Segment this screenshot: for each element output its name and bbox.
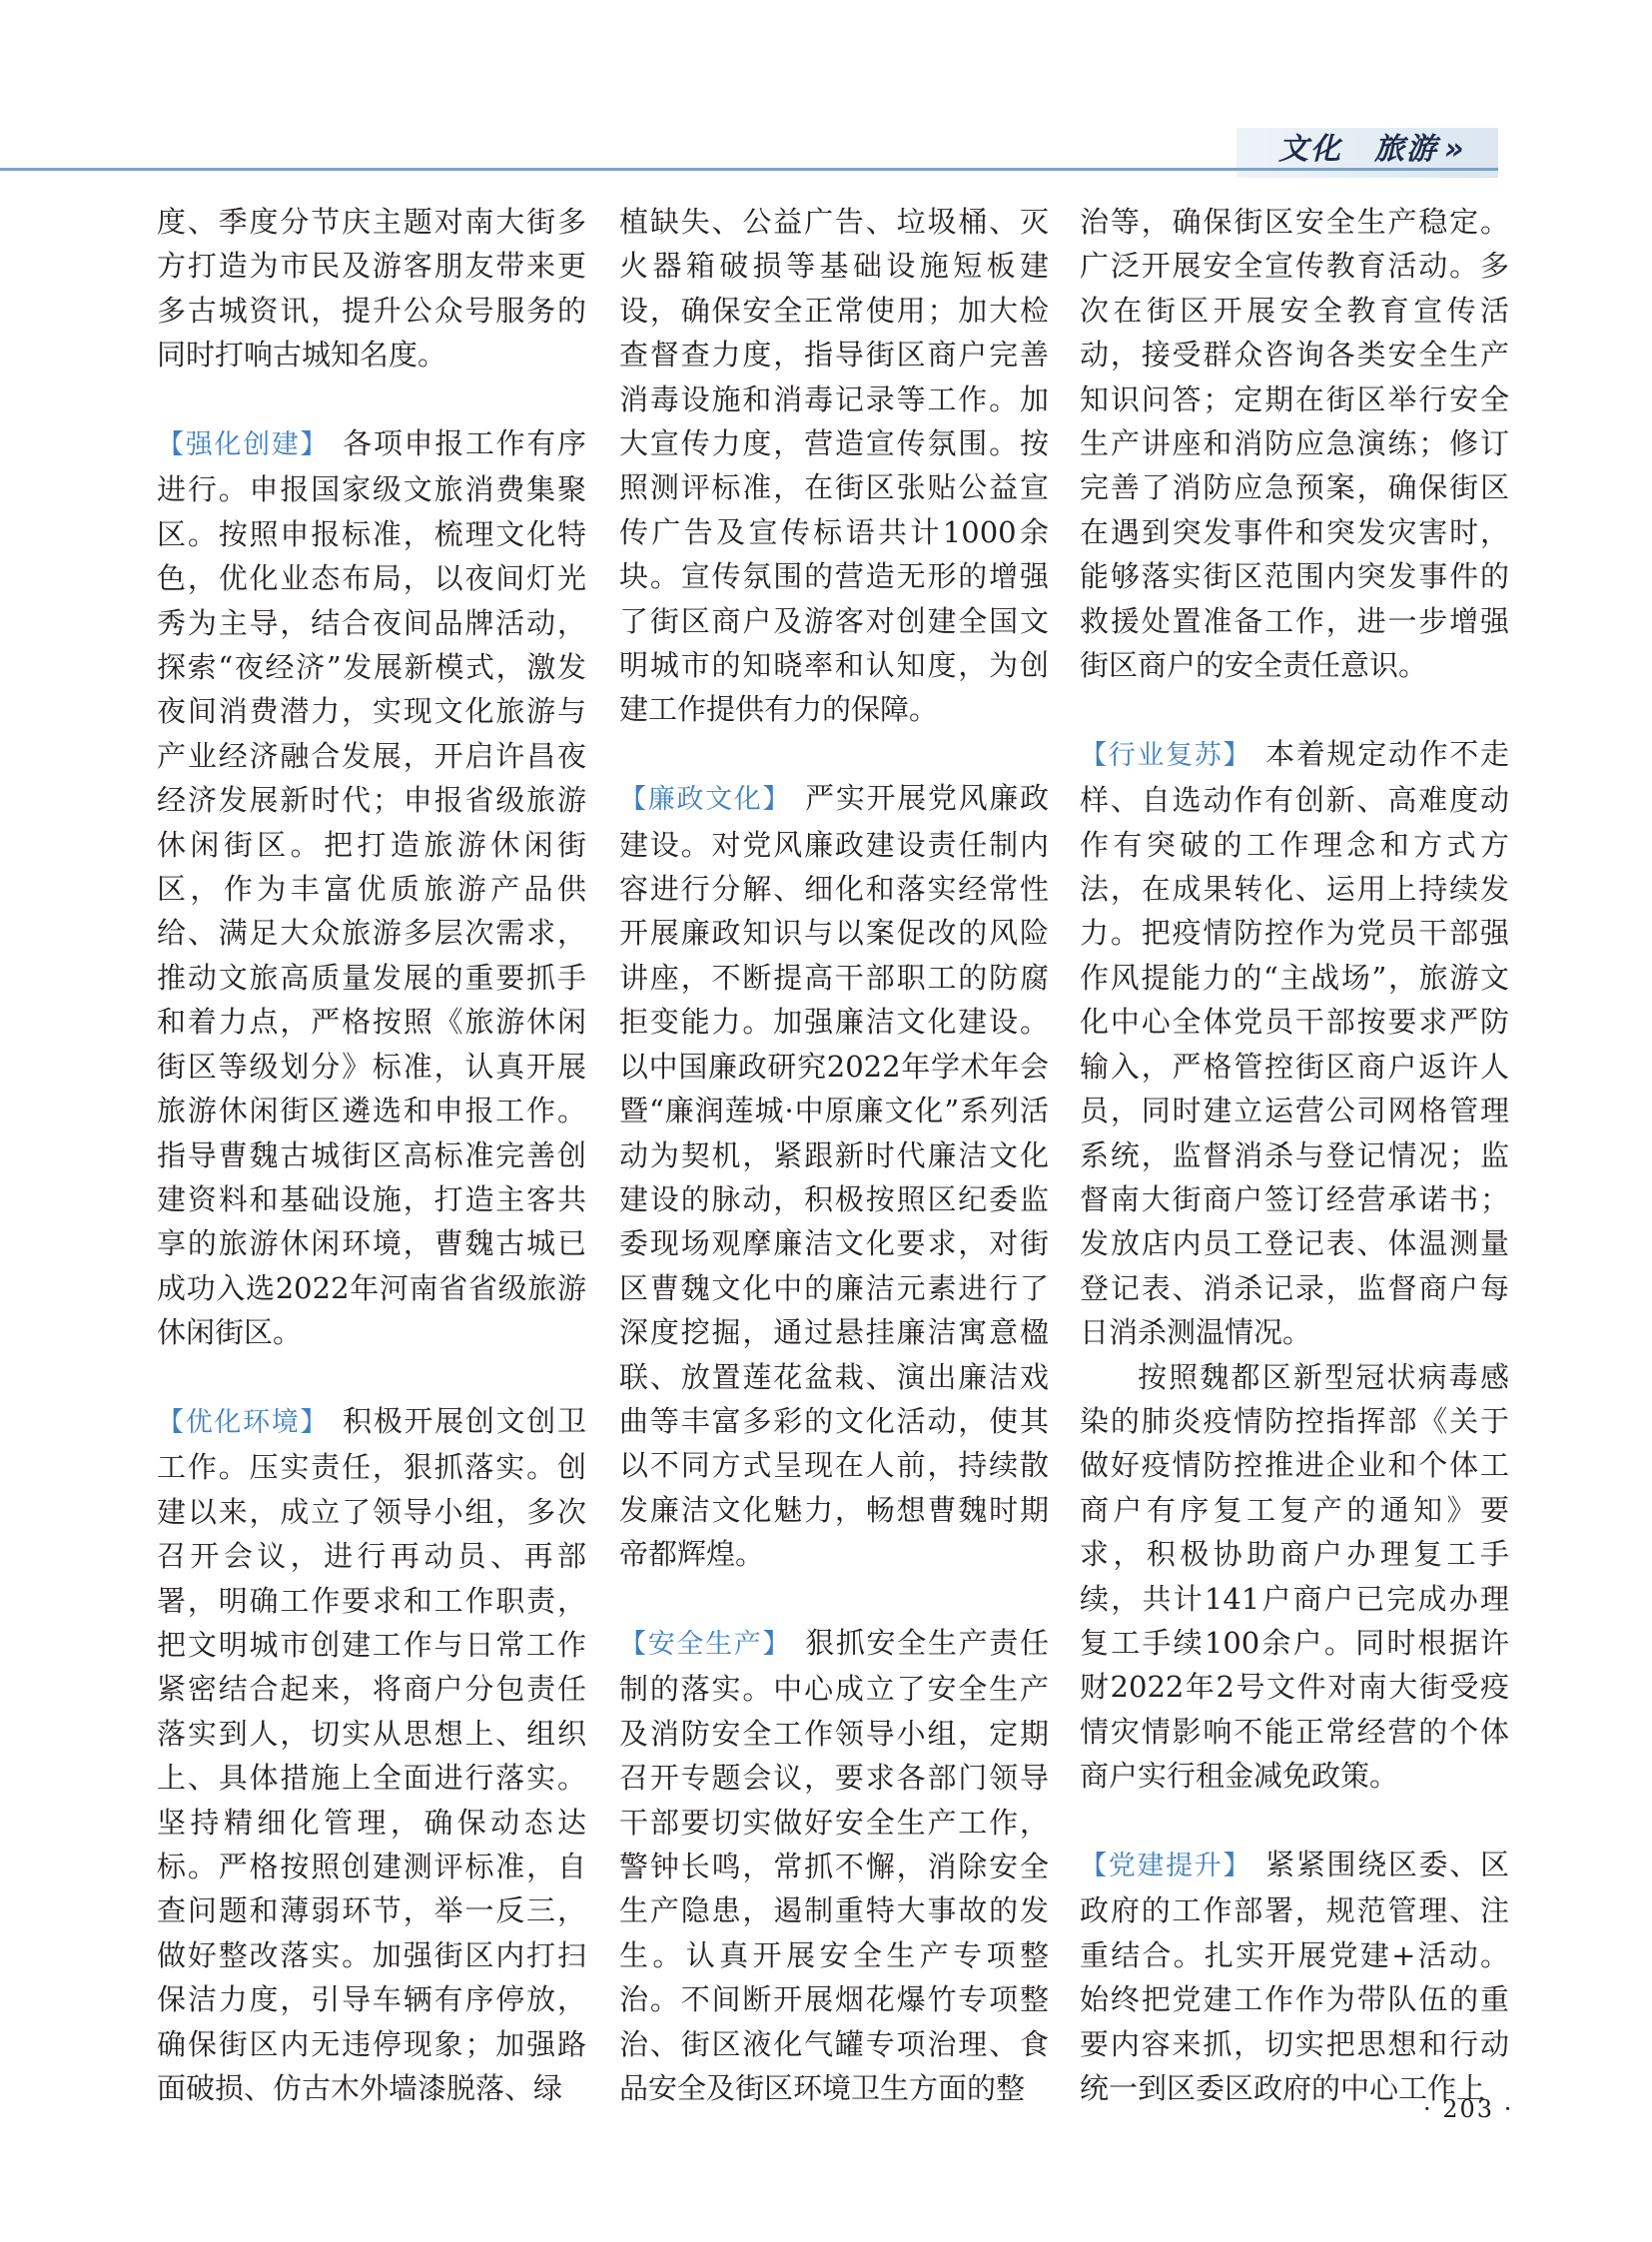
paragraph (157, 200, 586, 377)
section-title-text: 文化 旅游 (1278, 132, 1438, 167)
header-rule (0, 168, 1498, 171)
section-tag: 【行业复苏】 (1080, 739, 1252, 771)
text-column-2 (619, 200, 1049, 2106)
paragraph-text: 各项申报工作有序进行。申报国家级文旅消费集聚区。按照申报标准，梳理文化特色，优化业态布局，以夜间灯光秀为主导，结合夜间品牌活动，探索“夜经济”发展新模式，激发夜间消费潜力，实现文化旅游与产业经济融合发展，开启许昌夜经济发展新时代；申报省级旅游休闲街区。把打造旅游休闲街区，作为丰富优质旅游产品供给、满足大众旅游多层次需求，推动文旅高质量发展的重要抓手和着力点，严格按照《旅游休闲街区等级划分》标准，认真开展旅游休闲街区遴选和申报工作。指导曹魏古城街区高标准完善创建资料和基础设施，打造主客共享的旅游休闲环境，曹魏古城已成功入选2022年河南省省级旅游休闲街区。 (157, 426, 586, 1350)
paragraph-text: 本着规定动作不走样、自选动作有创新、高难度动作有突破的工作理念和方式方法，在成果转化、运用上持续发力。把疫情防控作为党员干部强作风提能力的“主战场”，旅游文化中心全体党员干部按要求严防输入，严格管控街区商户返许人员，同时建立运营公司网格管理系统，监督消杀与登记情况；监督南大街商户签订经营承诺书；发放店内员工登记表、体温测量登记表、消杀记录，监督商户每日消杀测温情况。 (1080, 736, 1509, 1350)
section-tag: 【强化创建】 (157, 429, 330, 461)
paragraph-text: 治等，确保街区安全生产稳定。广泛开展安全宣传教育活动。多次在街区开展安全教育宣传活动，接受群众咨询各类安全生产知识问答；定期在街区举行安全生产讲座和消防应急演练；修订完善了消防应急预案，确保街区在遇到突发事件和突发灾害时，能够落实街区范围内突发事件的救援处置准备工作，进一步增强街区商户的安全责任意识。 (1080, 205, 1509, 683)
paragraph-text: 按照魏都区新型冠状病毒感染的肺炎疫情防控指挥部《关于做好疫情防控推进企业和个体工商户有序复工复产的通知》要求，积极协助商户办理复工手续，共计141户商户已完成办理复工手续100余户。同时根据许财2022年2号文件对南大街受疫情灾情影响不能正常经营的个体商户实行租金减免政策。 (1080, 1359, 1509, 1794)
paragraph (619, 200, 1049, 732)
paragraph-text: 狠抓安全生产责任制的落实。中心成立了安全生产及消防安全工作领导小组，定期召开专题会议，要求各部门领导干部要切实做好安全生产工作，警钟长鸣，常抓不懈，消除安全生产隐患，遏制重特大事故的发生。认真开展安全生产专项整治。不间断开展烟花爆竹专项整治、街区液化气罐专项治理、食品安全及街区环境卫生方面的整 (619, 1625, 1049, 2106)
paragraph-text: 植缺失、公益广告、垃圾桶、灭火器箱破损等基础设施短板建设，确保安全正常使用；加大检查督查力度，指导街区商户完善消毒设施和消毒记录等工作。加大宣传力度，营造宣传氛围。按照测评标准，在街区张贴公益宣传广告及宣传标语共计1000余块。宣传氛围的营造无形的增强了街区商户及游客对创建全国文明城市的知晓率和认知度，为创建工作提供有力的保障。 (619, 205, 1049, 727)
section-tag: 【党建提升】 (1080, 1851, 1252, 1881)
section-title (1278, 124, 1466, 168)
text-column-1 (157, 200, 586, 2106)
page-number: · 203 · (1423, 2095, 1514, 2123)
paragraph (619, 1621, 1049, 2110)
paragraph (1080, 732, 1509, 1355)
paragraph (1080, 200, 1509, 687)
chevron-right-icon: » (1444, 132, 1466, 167)
section-tag: 【安全生产】 (619, 1628, 792, 1660)
paragraph (1080, 1355, 1509, 1799)
text-column-3 (1080, 200, 1509, 2106)
paragraph-text: 积极开展创文创卫工作。压实责任，狠抓落实。创建以来，成立了领导小组，多次召开会议，进行再动员、再部署，明确工作要求和工作职责，把文明城市创建工作与日常工作紧密结合起来，将商户分包责任落实到人，切实从思想上、组织上、具体措施上全面进行落实。坚持精细化管理，确保动态达标。严格按照创建测评标准，自查问题和薄弱环节，举一反三，做好整改落实。加强街区内打扫保洁力度，引导车辆有序停放，确保街区内无违停现象；加强路面破损、仿古木外墙漆脱落、绿 (157, 1403, 586, 2106)
paragraph (1080, 1843, 1509, 2110)
paragraph (157, 421, 586, 1355)
paragraph-text: 严实开展党风廉政建设。对党风廉政建设责任制内容进行分解、细化和落实经常性开展廉政知识与以案促改的风险讲座，不断提高干部职工的防腐拒变能力。加强廉洁文化建设。以中国廉政研究2022年学术年会暨“廉润莲城·中原廉文化”系列活动为契机，紧跟新时代廉洁文化建设的脉动，积极按照区纪委监委现场观摩廉洁文化要求，对街区曹魏文化中的廉洁元素进行了深度挖掘，通过悬挂廉洁寓意楹联、放置莲花盆栽、演出廉洁戏曲等丰富多彩的文化活动，使其以不同方式呈现在人前，持续散发廉洁文化魅力，畅想曹魏时期帝都辉煌。 (619, 781, 1049, 1572)
section-tag: 【廉政文化】 (619, 784, 792, 816)
paragraph (157, 1399, 586, 2111)
section-tag: 【优化环境】 (157, 1406, 330, 1438)
paragraph-text: 度、季度分节庆主题对南大街多方打造为市民及游客朋友带来更多古城资讯，提升公众号服务的同时打响古城知名度。 (157, 205, 586, 373)
paragraph (619, 776, 1049, 1576)
paragraph-text: 紧紧围绕区委、区政府的工作部署，规范管理、注重结合。扎实开展党建+活动。始终把党建工作作为带队伍的重要内容来抓，切实把思想和行动统一到区委区政府的中心工作上 (1080, 1848, 1509, 2106)
